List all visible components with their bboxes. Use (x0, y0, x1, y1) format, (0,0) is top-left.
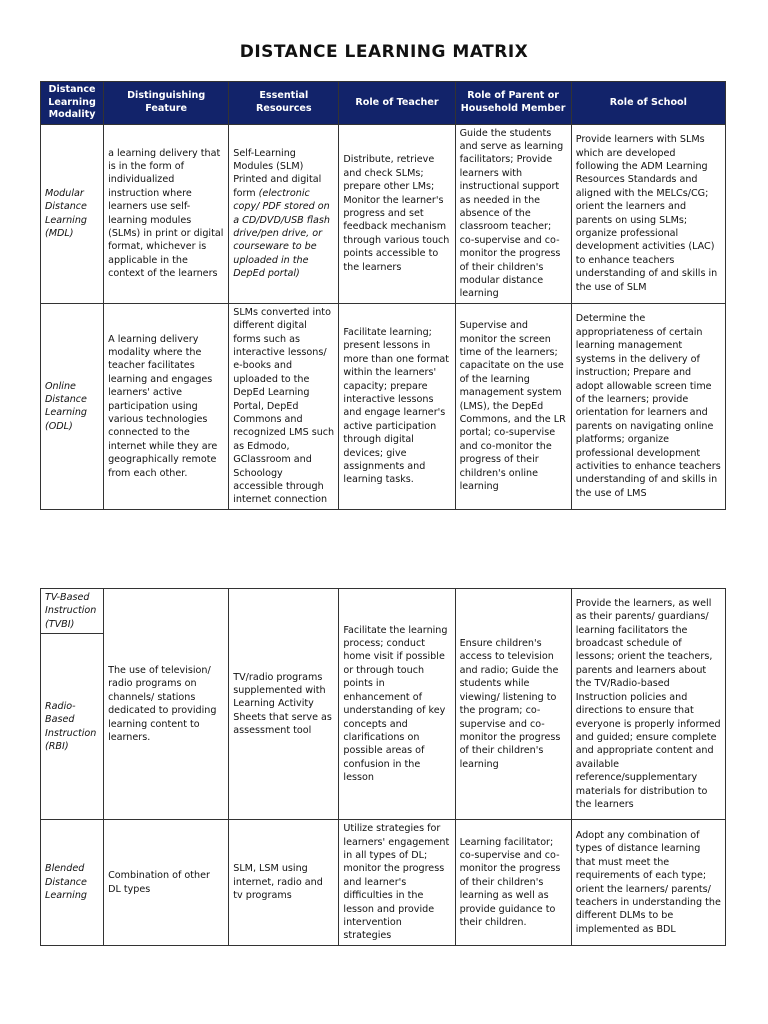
matrix-table-bottom (40, 588, 726, 946)
resources-cell: TV/radio programs supplemented with Learning Activity Sheets that serve as assessment tool (229, 589, 339, 820)
table-row-mdl (41, 124, 726, 303)
school-cell: Provide learners with SLMs which are developed following the ADM Learning Resources Standards and aligned with the MELCs/CG; orient the learners and parents on using SLMs; organize professional development activities (LAC) to enhance teachers understanding of and skills in the use of SLM (571, 124, 725, 303)
resources-cell (229, 124, 339, 303)
feature-cell: A learning delivery modality where the teacher facilitates learning and engages learners' active participation using various technologies connected to the internet while they are geographically remote from each other. (104, 303, 229, 509)
resources-cell: SLMs converted into different digital forms such as interactive lessons/ e-books and uploaded to the DepEd Learning Portal, DepEd Commons and recognized LMS such as Edmodo, GClassroom and Schoology accessible through internet connection (229, 303, 339, 509)
resources-cell: SLM, LSM using internet, radio and tv programs (229, 820, 339, 946)
feature-cell: a learning delivery that is in the form of individualized instruction where learners use self-learning modules (SLMs) in print or digital format, whichever is applicable in the context of the learners (104, 124, 229, 303)
resources-italic-text: (electronic copy/ PDF stored on a CD/DVD/USB flash drive/pen drive, or courseware to be uploaded in the DepEd portal) (233, 187, 330, 280)
header-feature: Distinguishing Feature (104, 82, 229, 125)
table-row-odl (41, 303, 726, 509)
header-modality: Distance Learning Modality (41, 82, 104, 125)
feature-cell: The use of television/ radio programs on channels/ stations dedicated to providing learning content to learners. (104, 589, 229, 820)
header-resources: Essential Resources (229, 82, 339, 125)
header-teacher: Role of Teacher (339, 82, 455, 125)
teacher-cell: Distribute, retrieve and check SLMs; prepare other LMs; Monitor the learner's progress and set feedback mechanism through various touch points accessible to the learners (339, 124, 455, 303)
modality-cell: Modular Distance Learning (MDL) (41, 124, 104, 303)
parent-cell: Ensure children's access to television and radio; Guide the students while viewing/ listening to the program; co-supervise and co-monitor the progress of their children's learning (455, 589, 571, 820)
teacher-cell: Facilitate the learning process; conduct home visit if possible or through touch points in enhancement of understanding of key concepts and clarifications on possible areas of confusion in the lesson (339, 589, 455, 820)
header-school: Role of School (571, 82, 725, 125)
parent-cell: Learning facilitator; co-supervise and co-monitor the progress of their children's learning as well as provide guidance to their children. (455, 820, 571, 946)
parent-cell: Supervise and monitor the screen time of the learners; capacitate on the use of the learning management system (LMS), the DepEd Commons, and the LR portal; co-supervise and co-monitor the progress of their children's online learning (455, 303, 571, 509)
resources-text: Self-Learning Modules (SLM) Printed and digital form (233, 147, 322, 199)
school-cell: Determine the appropriateness of certain learning management systems in the delivery of instruction; Prepare and adopt allowable screen time of the learners; provide orientation for learners and parents on navigating online platforms; organize professional development activities to enhance teachers understanding of and skills in the use of LMS (571, 303, 725, 509)
teacher-cell: Facilitate learning; present lessons in more than one format within the learners' capacity; prepare interactive lessons and engage learner's active participation through digital devices; give assignments and learning tasks. (339, 303, 455, 509)
modality-cell-radio: Radio-Based Instruction (RBI) (41, 634, 104, 820)
school-cell: Provide the learners, as well as their parents/ guardians/ learning facilitators the broadcast schedule of lessons; orient the teachers, parents and learners about the TV/Radio-based Instruction policies and directions to ensure that everyone is properly informed and guided; ensure complete and appropriate content and available reference/supplementary materials for distribution to the learners (571, 589, 725, 820)
modality-cell-tv: TV-Based Instruction (TVBI) (41, 589, 104, 634)
parent-cell: Guide the students and serve as learning facilitators; Provide learners with instructional support as needed in the absence of the classroom teacher; co-supervise and co-monitor the progress of their children's modular distance learning (455, 124, 571, 303)
matrix-table-top (40, 81, 726, 510)
table-row-tvbi (41, 589, 726, 634)
header-parent: Role of Parent or Household Member (455, 82, 571, 125)
modality-cell: Blended Distance Learning (41, 820, 104, 946)
teacher-cell: Utilize strategies for learners' engagement in all types of DL; monitor the progress and learner's difficulties in the lesson and provide intervention strategies (339, 820, 455, 946)
feature-cell: Combination of other DL types (104, 820, 229, 946)
school-cell: Adopt any combination of types of distance learning that must meet the requirements of each type; orient the learners/ parents/ teachers in understanding the different DLMs to be implemented as BDL (571, 820, 725, 946)
header-row (41, 82, 726, 125)
table-row-bdl (41, 820, 726, 946)
modality-cell: Online Distance Learning (ODL) (41, 303, 104, 509)
page-title: DISTANCE LEARNING MATRIX (239, 42, 529, 62)
